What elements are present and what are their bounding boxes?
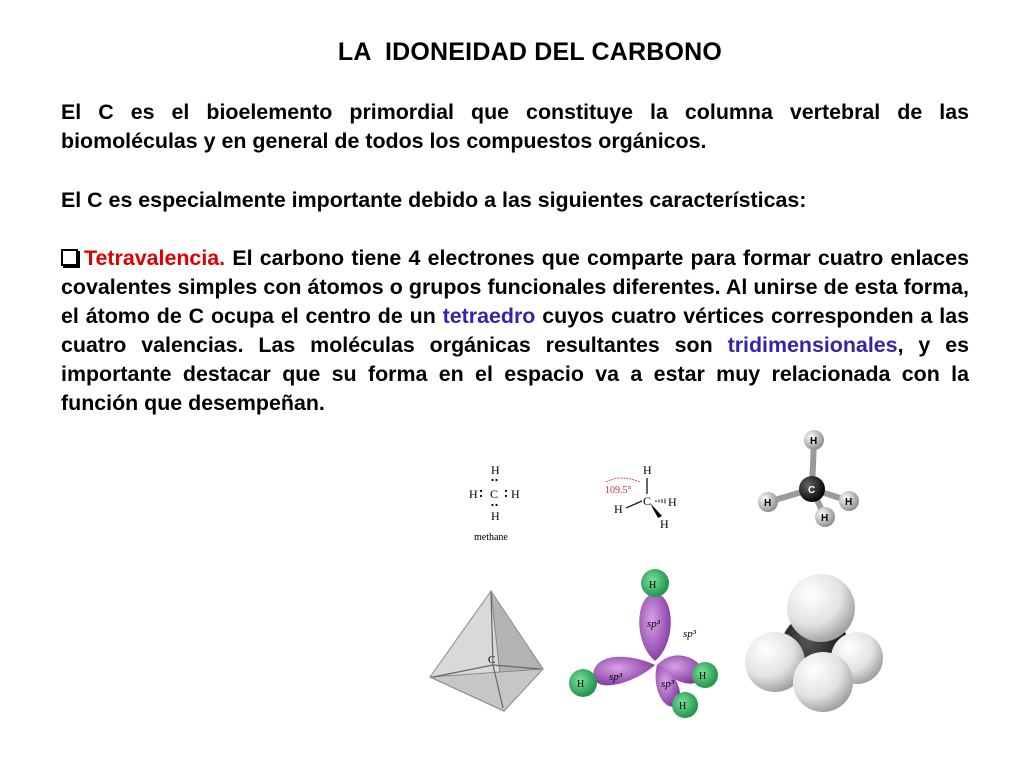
lewis-atom-h-bottom: H (491, 509, 500, 523)
tetrahedron-figure (425, 585, 550, 715)
checkbox-bullet-icon (61, 249, 78, 266)
bs-atom-h-bottom: H (821, 513, 829, 524)
characteristics-paragraph: El C es especialmente importante debido a las siguientes características: (61, 188, 807, 212)
lewis-caption: methane (474, 532, 508, 543)
wedge-structure-figure (600, 460, 690, 534)
orbital-label-right: sp³ (683, 628, 697, 640)
tetraedro-highlight: tetraedro (442, 304, 536, 328)
wedge-atom-h-right: H (668, 495, 677, 509)
bs-atom-h-right: H (845, 497, 853, 508)
lewis-atom-h-right: H (511, 487, 520, 501)
lewis-atom-h-top: H (491, 463, 500, 477)
ball-stick-model-figure (745, 425, 870, 535)
orbital-h-top: H (649, 580, 657, 591)
orbital-h-bottom: H (679, 701, 687, 712)
tridimensionales-highlight: tridimensionales (727, 333, 898, 357)
orbital-h-left: H (577, 679, 585, 690)
orbital-label-top: sp³ (647, 618, 661, 630)
tetravalence-bullet (61, 244, 969, 418)
bullet-text-2: cuyos cuatro vértices corresponden a las cuatro valencias. Las moléculas orgánicas resultantes son (61, 304, 969, 357)
tetrahedron-center-c: C (488, 654, 496, 666)
bs-atom-h-top: H (810, 436, 818, 447)
orbital-label-left: sp³ (609, 671, 623, 683)
slide-title: LA IDONEIDAD DEL CARBONO (337, 38, 723, 66)
bond-angle-label: 109.5° (605, 485, 632, 496)
bs-atom-c: C (808, 485, 816, 496)
bullet-term: Tetravalencia. (84, 246, 226, 270)
orbital-h-right: H (699, 671, 707, 682)
wedge-atom-h-left: H (614, 502, 623, 516)
lewis-atom-c: C (490, 487, 499, 501)
orbital-label-bottom: sp³ (661, 678, 675, 690)
bullet-text-3: , y es importante destacar que su forma en el espacio va a estar muy relacionada con la función que desempeñan. (61, 333, 969, 415)
bullet-text-1: El carbono tiene 4 electrones que comparte para formar cuatro enlaces covalentes simples con átomos o grupos funcionales diferentes. Al unirse de esta forma, el átomo de C ocupa el centro de un (61, 246, 969, 328)
space-filling-model-figure (745, 570, 885, 715)
lewis-structure-figure (455, 460, 535, 544)
intro-paragraph: El C es el bioelemento primordial que constituye la columna vertebral de las biomoléculas y en general de todos los compuestos orgánicos. (61, 100, 969, 153)
bs-atom-h-left: H (764, 498, 772, 509)
wedge-atom-c: C (643, 494, 652, 508)
wedge-atom-h-bottom: H (660, 517, 669, 531)
lewis-atom-h-left: H (469, 487, 478, 501)
wedge-atom-h-top: H (643, 463, 652, 477)
sp3-orbitals-figure (565, 565, 725, 720)
